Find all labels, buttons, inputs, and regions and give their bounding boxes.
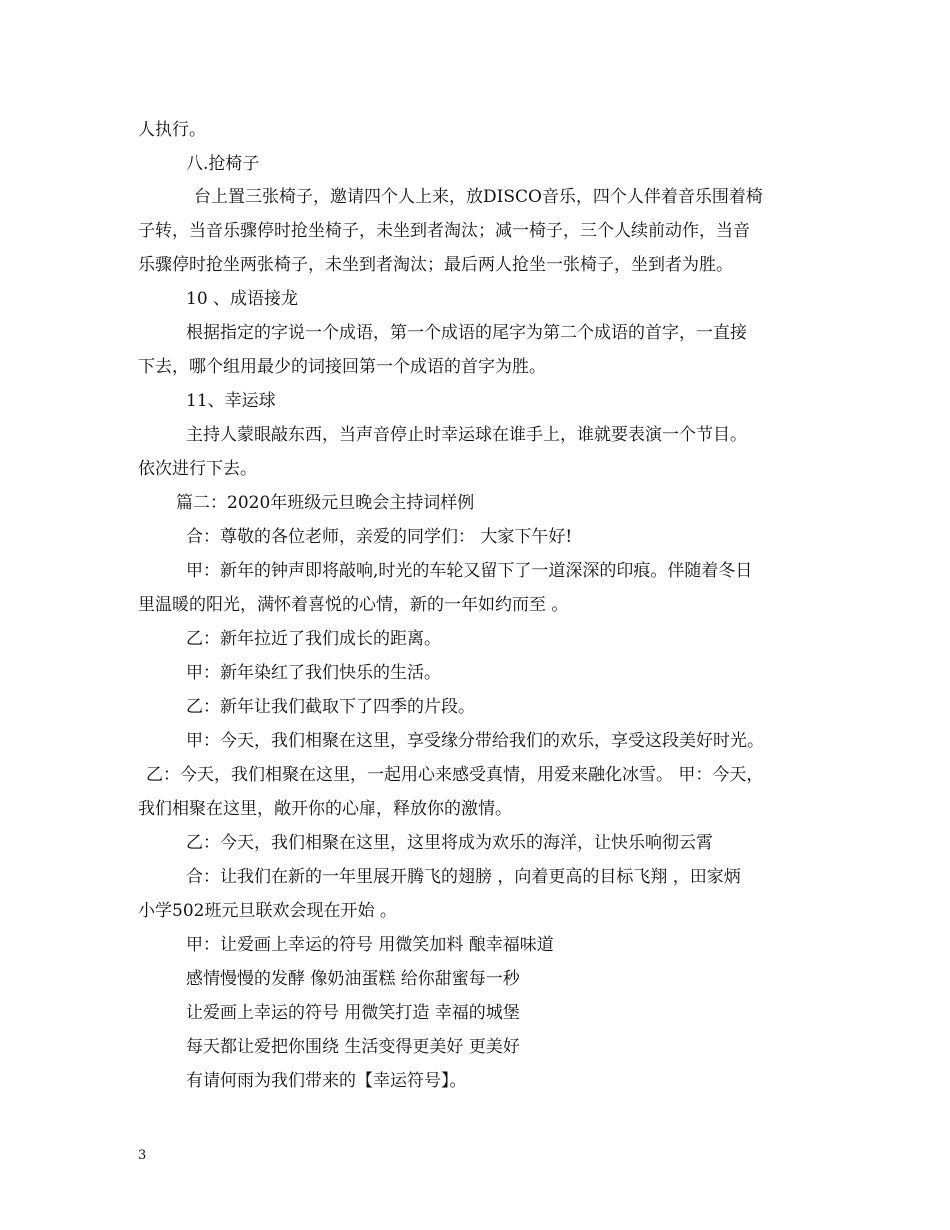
text-line: 合：让我们在新的一年里展开腾飞的翅膀 ，向着更高的目标飞翔 ，田家炳 [186,867,741,887]
text-line: 下去，哪个组用最少的词接回第一个成语的首字为胜。 [138,357,546,377]
text-line: 合：尊敬的各位老师，亲爱的同学们： 大家下午好! [186,527,573,547]
section-heading: 八.抢椅子 [186,154,260,174]
text-line: 甲：新年染红了我们快乐的生活。 [186,663,441,683]
text-line: 我们相聚在这里，敞开你的心扉，释放你的激情。 [138,799,512,819]
text-line: 感情慢慢的发酵 像奶油蛋糕 给你甜蜜每一秒 [186,969,520,989]
text-line: 乙：今天，我们相聚在这里，一起用心来感受真情，用爱来融化冰雪。 甲：今天， [146,765,764,785]
text-line: 根据指定的字说一个成语，第一个成语的尾字为第二个成语的首字，一直接 [186,323,747,343]
text-line: 每天都让爱把你围绕 生活变得更美好 更美好 [186,1037,520,1057]
text-line: 人执行。 [138,120,206,140]
text-line: 甲：今天，我们相聚在这里，享受缘分带给我们的欢乐，享受这段美好时光。 [186,731,764,751]
text-line: 乙：今天，我们相聚在这里，这里将成为欢乐的海洋，让快乐响彻云霄 [186,833,713,853]
text-line: 甲：新年的钟声即将敲响,时光的车轮又留下了一道深深的印痕。伴随着冬日 [186,561,753,581]
page-number: 3 [138,1148,147,1163]
text-line: 台上置三张椅子，邀请四个人上来，放DISCO音乐，四个人伴着音乐围着椅 [194,187,763,207]
text-line: 里温暖的阳光，满怀着喜悦的心情，新的一年如约而至 。 [138,595,569,615]
text-line: 甲：让爱画上幸运的符号 用微笑加料 酿幸福味道 [186,935,554,955]
text-line: 子转，当音乐骤停时抢坐椅子，未坐到者淘汰；减一椅子，三个人续前动作，当音 [138,221,750,241]
text-line: 依次进行下去。 [138,459,257,479]
text-line: 有请何雨为我们带来的【幸运符号】。 [186,1071,467,1091]
text-line: 乙：新年拉近了我们成长的距离。 [186,629,441,649]
text-line: 乐骤停时抢坐两张椅子，未坐到者淘汰；最后两人抢坐一张椅子，坐到者为胜。 [138,255,733,275]
text-line: 小学502班元旦联欢会现在开始 。 [138,901,397,921]
text-line: 主持人蒙眼敲东西，当声音停止时幸运球在谁手上，谁就要表演一个节目。 [186,425,747,445]
section-heading: 10 、成语接龙 [186,289,299,309]
chapter-title: 篇二：2020年班级元旦晚会主持词样例 [176,493,475,513]
text-line: 让爱画上幸运的符号 用微笑打造 幸福的城堡 [186,1003,520,1023]
text-line: 乙：新年让我们截取下了四季的片段。 [186,697,475,717]
section-heading: 11、幸运球 [186,391,276,411]
